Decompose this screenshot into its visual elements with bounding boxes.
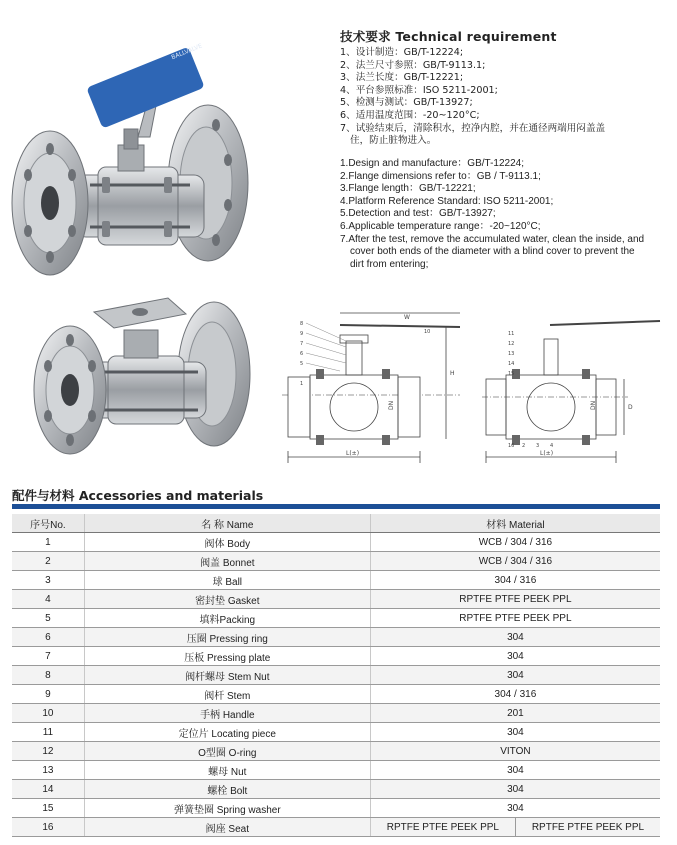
part-callout: 7 [300, 341, 304, 347]
table-row [12, 552, 660, 571]
cell-name: 阀杆螺母 Stem Nut [84, 666, 370, 685]
cell-material: 304 / 316 [370, 685, 660, 704]
part-callout: 9 [300, 331, 304, 337]
requirement-cn-item: 3、法兰长度：GB/T-12221; [340, 72, 464, 84]
requirements-english [340, 158, 660, 271]
table-header-row [12, 514, 660, 533]
cell-name: 弹簧垫圈 Spring washer [84, 799, 370, 818]
cell-name: 球 Ball [84, 571, 370, 590]
requirement-cn-item: 2、法兰尺寸参照：GB/T-9113.1; [340, 59, 486, 71]
cell-name: 密封垫 Gasket [84, 590, 370, 609]
cell-material: 304 [370, 723, 660, 742]
cell-no: 14 [12, 780, 84, 799]
cell-material: 304 [370, 761, 660, 780]
cell-no: 10 [12, 704, 84, 723]
part-callout: 8 [300, 321, 304, 327]
cell-name: 阀体 Body [84, 533, 370, 552]
requirement-en-item: 2.Flange dimensions refer to：GB / T-9113.1; [340, 170, 541, 182]
table-row [12, 533, 660, 552]
section-divider [12, 504, 660, 509]
cell-no: 3 [12, 571, 84, 590]
part-callout: 12 [508, 341, 515, 347]
cell-no: 11 [12, 723, 84, 742]
cell-material: 201 [370, 704, 660, 723]
table-row [12, 609, 660, 628]
cell-material: WCB / 304 / 316 [370, 552, 660, 571]
requirement-en-item: 6.Applicable temperature range：-20~120°C; [340, 220, 541, 232]
requirement-en-item: 7.After the test, remove the accumulated water, clean the inside, and cover both ends of the diameter with a blind cover to prevent the dirt from entering; [340, 233, 647, 270]
handle-label: BALLVALVE [170, 42, 204, 62]
part-callout: 16 [508, 443, 515, 449]
part-callout: 5 [300, 361, 304, 367]
table-row [12, 761, 660, 780]
cell-material: RPTFE PTFE PEEK PPL [370, 590, 660, 609]
requirement-cn-item: 7、试验结束后，清除积水，控净内腔，并在通径两端用闷盖盖住，防止脏物进入。 [340, 122, 606, 147]
cell-material: 304 [370, 799, 660, 818]
column-header-no: 序号No. [12, 514, 84, 533]
table-row [12, 685, 660, 704]
cell-no: 2 [12, 552, 84, 571]
part-callout: 2 [522, 443, 526, 449]
table-row [12, 590, 660, 609]
table-row [12, 780, 660, 799]
part-callout: 3 [536, 443, 540, 449]
cell-name: 阀杆 Stem [84, 685, 370, 704]
cell-material: 304 [370, 780, 660, 799]
cell-name: 压圈 Pressing ring [84, 628, 370, 647]
dimension-H-label: H [450, 370, 455, 377]
ball-valve-photo-mounting-pad [18, 292, 253, 457]
cell-name: 螺栓 Bolt [84, 780, 370, 799]
part-callout: 13 [508, 351, 515, 357]
dimension-L-label: L(±) [346, 450, 360, 457]
dimension-DN-label: DN [590, 400, 597, 410]
cell-name: 螺母 Nut [84, 761, 370, 780]
cell-no: 13 [12, 761, 84, 780]
part-callout: 6 [300, 351, 304, 357]
table-row [12, 704, 660, 723]
cell-no: 9 [12, 685, 84, 704]
table-row [12, 742, 660, 761]
cell-material: 304 [370, 666, 660, 685]
dimension-W-label: W [404, 314, 410, 321]
cell-material: 304 [370, 647, 660, 666]
cell-name: O型圈 O-ring [84, 742, 370, 761]
dimension-DN-label: DN [388, 400, 395, 410]
ball-valve-photo-handle [10, 25, 250, 300]
cell-material-a: RPTFE PTFE PEEK PPL [386, 821, 499, 833]
cell-no: 5 [12, 609, 84, 628]
requirement-en-item: 5.Detection and test：GB/T-13927; [340, 208, 496, 220]
cell-no: 1 [12, 533, 84, 552]
part-callout: 4 [550, 443, 554, 449]
table-row [12, 628, 660, 647]
table-row [12, 723, 660, 742]
sectional-drawing-side [270, 305, 470, 475]
part-callout: 11 [508, 331, 515, 337]
cell-name: 压板 Pressing plate [84, 647, 370, 666]
dimension-D-label: D [628, 404, 633, 411]
cell-name: 阀盖 Bonnet [84, 552, 370, 571]
table-row [12, 571, 660, 590]
technical-requirement-title: 技术要求 Technical requirement [340, 29, 557, 44]
cell-material: VITON [370, 742, 660, 761]
cell-material: RPTFE PTFE PEEK PPL [370, 609, 660, 628]
requirement-cn-item: 4、平台参照标准：ISO 5211-2001; [340, 84, 498, 96]
requirement-cn-item: 1、设计制造：GB/T-12224; [340, 47, 464, 58]
cell-material-b: RPTFE PTFE PEEK PPL [515, 818, 660, 836]
requirement-cn-item: 6、适用温度范围：-20~120°C; [340, 109, 480, 121]
table-row [12, 666, 660, 685]
accessories-title: 配件与材料 Accessories and materials [12, 488, 264, 503]
column-header-name: 名 称 Name [84, 514, 370, 533]
part-callout: 10 [424, 329, 431, 335]
requirements-chinese [340, 47, 660, 148]
cell-name: 手柄 Handle [84, 704, 370, 723]
cell-name: 阀座 Seat [84, 818, 370, 837]
cell-name: 定位片 Locating piece [84, 723, 370, 742]
part-callout: 1 [300, 381, 304, 387]
cell-material: 304 [370, 628, 660, 647]
sectional-drawing-front [478, 305, 668, 475]
requirement-en-item: 4.Platform Reference Standard: ISO 5211-2001; [340, 195, 554, 207]
dimension-L-label: L(±) [540, 450, 554, 457]
cell-material-split [370, 818, 660, 837]
cell-material: WCB / 304 / 316 [370, 533, 660, 552]
cell-no: 16 [12, 818, 84, 837]
materials-table [12, 514, 660, 837]
cell-material: 304 / 316 [370, 571, 660, 590]
cell-no: 6 [12, 628, 84, 647]
requirement-en-item: 1.Design and manufacture：GB/T-12224; [340, 158, 524, 169]
table-row [12, 647, 660, 666]
part-callout: 14 [508, 361, 515, 367]
cell-no: 12 [12, 742, 84, 761]
table-row [12, 818, 660, 837]
cell-name: 填料Packing [84, 609, 370, 628]
table-row [12, 799, 660, 818]
requirement-cn-item: 5、检测与测试：GB/T-13927; [340, 97, 473, 109]
column-header-material: 材料 Material [370, 514, 660, 533]
cell-no: 8 [12, 666, 84, 685]
cell-no: 4 [12, 590, 84, 609]
cell-no: 7 [12, 647, 84, 666]
part-callout: 15 [508, 371, 515, 377]
cell-no: 15 [12, 799, 84, 818]
requirement-en-item: 3.Flange length：GB/T-12221; [340, 183, 476, 195]
